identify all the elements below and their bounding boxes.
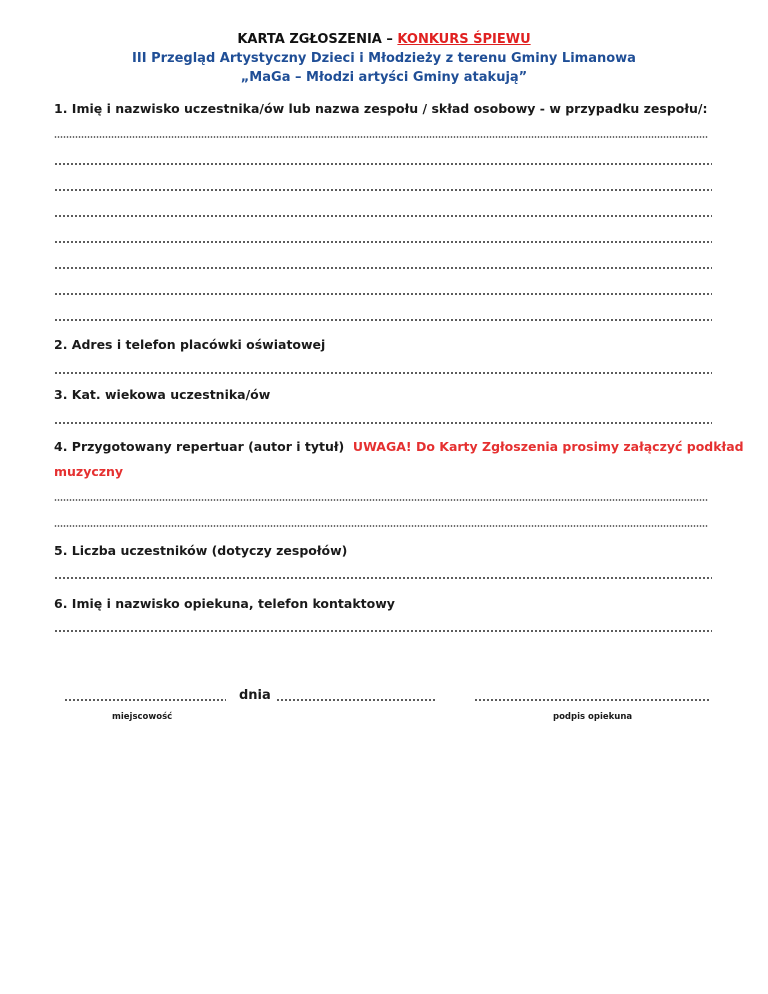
- entry-line-6-1[interactable]: [54, 629, 712, 633]
- section-4-text: 4. Przygotowany repertuar (autor i tytuł): [54, 439, 345, 454]
- section-4-label: [54, 439, 744, 454]
- guardian-signature-caption: podpis opiekuna: [553, 712, 633, 722]
- entry-line-4-1[interactable]: [54, 498, 708, 502]
- form-title: [0, 30, 768, 49]
- section-2-label: 2. Adres i telefon placówki oświatowej: [54, 337, 326, 352]
- entry-line-1-3[interactable]: [54, 188, 712, 192]
- entry-line-1-5[interactable]: [54, 240, 712, 244]
- entry-line-1-6[interactable]: [54, 266, 712, 270]
- form-header: [0, 30, 768, 87]
- guardian-signature-line[interactable]: [474, 698, 710, 702]
- section-3-label: 3. Kat. wiekowa uczestnika/ów: [54, 387, 271, 402]
- section-1-label: 1. Imię i nazwisko uczestnika/ów lub nazwa zespołu / skład osobowy - w przypadku zespołu/:: [54, 101, 708, 116]
- section-5-label: 5. Liczba uczestników (dotyczy zespołów): [54, 543, 348, 558]
- entry-line-2-1[interactable]: [54, 371, 712, 375]
- entry-line-4-2[interactable]: [54, 524, 708, 528]
- entry-line-1-7[interactable]: [54, 292, 712, 296]
- section-4-warning-continued: muzyczny: [54, 464, 124, 479]
- section-4-warning: UWAGA! Do Karty Zgłoszenia prosimy załączyć podkład: [352, 439, 744, 454]
- entry-line-1-8[interactable]: [54, 318, 712, 322]
- place-line[interactable]: [64, 698, 226, 702]
- form-title-prefix: KARTA ZGŁOSZENIA –: [237, 32, 398, 47]
- form-title-contest: KONKURS ŚPIEWU: [397, 32, 531, 47]
- date-word: dnia: [239, 688, 271, 703]
- entry-line-1-4[interactable]: [54, 214, 712, 218]
- event-motto: „MaGa – Młodzi artyści Gminy atakują”: [240, 70, 528, 85]
- event-name: III Przegląd Artystyczny Dzieci i Młodzieży z terenu Gminy Limanowa: [132, 51, 636, 66]
- entry-line-1-2[interactable]: [54, 162, 712, 166]
- date-line[interactable]: [276, 698, 436, 702]
- section-6-label: 6. Imię i nazwisko opiekuna, telefon kontaktowy: [54, 596, 395, 611]
- entry-line-3-1[interactable]: [54, 421, 712, 425]
- entry-line-5-1[interactable]: [54, 576, 712, 580]
- entry-line-1-1[interactable]: [54, 135, 708, 139]
- place-caption: miejscowość: [112, 712, 173, 722]
